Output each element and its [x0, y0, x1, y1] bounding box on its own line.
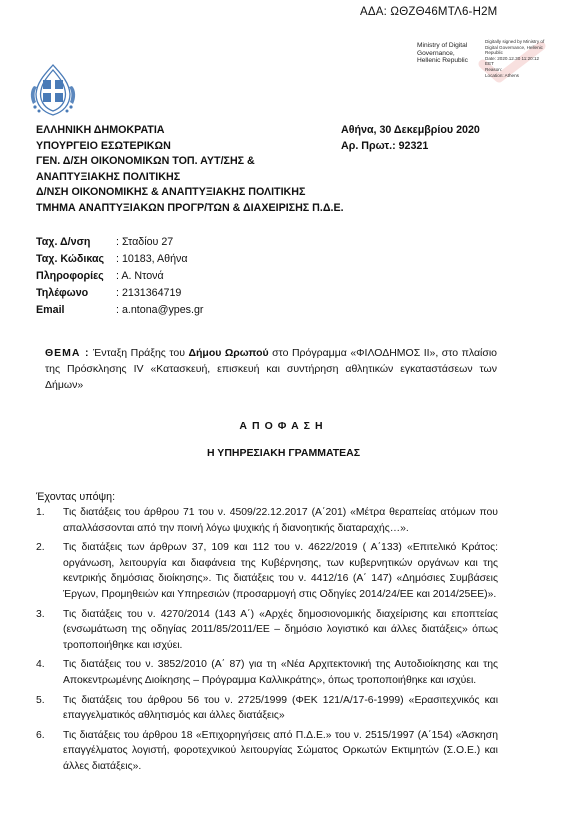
- signature-detail-line: Reason:: [485, 66, 503, 72]
- signer-line: Governance,: [417, 49, 455, 57]
- item-text: Τις διατάξεις του άρθρου 18 «Επιχορηγήσεις από Π.Δ.Ε.» του ν. 2515/1997 (Α΄154) «Άσκηση επαγγέλματος λογιστή, φοροτεχνικού λειτουργίας Σώματος Ορκωτών Εκτιμητών (Σ.Ο.Ε.) και άλλες διατάξεις».: [63, 729, 498, 772]
- subject-paragraph: [45, 345, 497, 393]
- subject-label: ΘΕΜΑ :: [45, 347, 90, 359]
- signer-line: Ministry of Digital: [417, 42, 468, 49]
- contact-label: Ταχ. Δ/νση: [36, 236, 91, 248]
- header-line: ΓΕΝ. Δ/ΣΗ ΟΙΚΟΝΟΜΙΚΩΝ ΤΟΠ. ΑΥΤ/ΣΗΣ &: [36, 155, 255, 167]
- subject-text: στο Πρόγραμμα «ΦΙΛΟΔΗΜΟΣ ΙΙ», στο πλαίσιο της Πρόσκλησης ΙV «Κατασκευή, επισκευή και συντήρηση αθλητικών εγκαταστάσεων των Δήμων»: [45, 347, 498, 391]
- signature-signer: [417, 42, 483, 65]
- signature-detail-line: Digital Governance, Hellenic: [485, 44, 543, 50]
- item-text: Τις διατάξεις του ν. 4270/2014 (143 Α΄) «Αρχές δημοσιονομικής διαχείρισης και εποπτείας (ενσωμάτωση της οδηγίας 2011/85/2011/ΕΕ – δημόσιο λογιστικό και άλλες διατάξεις» όπως τροποποιήθηκε και ισχύει.: [63, 608, 498, 651]
- legal-basis-list: [36, 505, 498, 779]
- list-item: [36, 607, 498, 654]
- list-item: [36, 505, 498, 536]
- list-item: [36, 540, 498, 602]
- document-date: Αθήνα, 30 Δεκεμβρίου 2020: [341, 124, 480, 136]
- issuer-title: Η ΥΠΗΡΕΣΙΑΚΗ ΓΡΑΜΜΑΤΕΑΣ: [207, 447, 360, 459]
- contact-value: : Α. Ντονά: [116, 270, 164, 282]
- signature-detail-line: Digitally signed by Ministry of: [485, 39, 545, 44]
- subject-municipality: Δήμου Ωρωπού: [188, 347, 269, 359]
- item-number: 4.: [36, 659, 45, 671]
- header-line: ΕΛΛΗΝΙΚΗ ΔΗΜΟΚΡΑΤΙΑ: [36, 124, 165, 136]
- signer-line: Hellenic Republic: [417, 57, 468, 65]
- ada-code: ΑΔΑ: ΩΘΖΘ46ΜΤΛ6-Η2Μ: [360, 6, 498, 18]
- header-line: Δ/ΝΣΗ ΟΙΚΟΝΟΜΙΚΗΣ & ΑΝΑΠΤΥΞΙΑΚΗΣ ΠΟΛΙΤΙΚΗΣ: [36, 186, 306, 198]
- contact-value: : Σταδίου 27: [116, 236, 174, 248]
- item-text: Τις διατάξεις του άρθρου 56 του ν. 2725/1999 (ΦΕΚ 121/Α/17-6-1999) «Ερασιτεχνικός και επαγγελματικός αθλητισμός και άλλες διατάξεις»: [63, 694, 498, 722]
- contact-label: Τηλέφωνο: [36, 287, 89, 299]
- list-item: [36, 693, 498, 724]
- subject-text: Ένταξη Πράξης του: [89, 347, 189, 359]
- decision-title: ΑΠΟΦΑΣΗ: [239, 420, 328, 432]
- date-block: [341, 123, 480, 154]
- contact-value: : 2131364719: [116, 287, 182, 299]
- contact-label: Email: [36, 304, 65, 316]
- contact-label: Ταχ. Κώδικας: [36, 253, 105, 265]
- signature-detail-line: Republic: [485, 50, 503, 56]
- considering-heading: Έχοντας υπόψη:: [36, 491, 116, 503]
- header-line: ΤΜΗΜΑ ΑΝΑΠΤΥΞΙΑΚΩΝ ΠΡΟΓΡ/ΤΩΝ & ΔΙΑΧΕΙΡΙΣΗΣ Π.Δ.Ε.: [36, 201, 344, 214]
- item-number: 2.: [36, 542, 45, 554]
- signature-detail-line: EET: [485, 61, 494, 67]
- item-text: Τις διατάξεις των άρθρων 37, 109 και 112 του ν. 4622/2019 ( Α΄133) «Επιτελικό Κράτος: οργάνωση, λειτουργία και διαφάνεια της Κυβέρνησης, των κυβερνητικών οργάνων και της κεντρικής δημόσιας διοίκησης». Τις διατάξεις του ν. 4412/16 (Α΄ 147) «Δημόσιες Συμβάσεις Έργων, Προμηθειών και Υπηρεσιών (προσαρμογή στις Οδηγίες 2014/24/ΕΕ και 2014/25ΕΕ)».: [63, 542, 498, 600]
- digital-signature: [417, 38, 567, 92]
- item-number: 3.: [36, 608, 45, 620]
- list-item: [36, 657, 498, 688]
- contact-label: Πληροφορίες: [36, 270, 104, 282]
- header-line: ΑΝΑΠΤΥΞΙΑΚΗΣ ΠΟΛΙΤΙΚΗΣ: [36, 170, 181, 183]
- list-item: [36, 728, 498, 775]
- signature-details: [485, 39, 567, 78]
- signature-detail-line: Location: Athens: [485, 72, 519, 78]
- item-number: 5.: [36, 694, 45, 706]
- item-number: 6.: [36, 729, 45, 741]
- item-number: 1.: [36, 507, 45, 518]
- issuer-header: [36, 123, 344, 216]
- email-link[interactable]: : a.ntona@ypes.gr: [116, 304, 204, 316]
- header-line: ΥΠΟΥΡΓΕΙΟ ΕΣΩΤΕΡΙΚΩΝ: [36, 139, 171, 152]
- protocol-number: Αρ. Πρωτ.: 92321: [341, 139, 429, 152]
- item-text: Τις διατάξεις του άρθρου 71 του ν. 4509/22.12.2017 (Α΄201) «Μέτρα θεραπείας ατόμων που απαλλάσσονται από την ποινή λόγω ψυχικής ή διανοητικής διαταραχής…».: [63, 507, 498, 534]
- greek-coat-of-arms-icon: [28, 62, 78, 117]
- item-text: Τις διατάξεις του ν. 3852/2010 (Α΄ 87) για τη «Νέα Αρχιτεκτονική της Αυτοδιοίκησης και της Αποκεντρωμένης Διοίκησης – Πρόγραμμα Καλλικράτης», όπως τροποποιήθηκε και ισχύει.: [63, 659, 498, 686]
- signature-detail-line: Date: 2020.12.30 11:20:12: [485, 55, 540, 61]
- contact-value: : 10183, Αθήνα: [116, 253, 188, 265]
